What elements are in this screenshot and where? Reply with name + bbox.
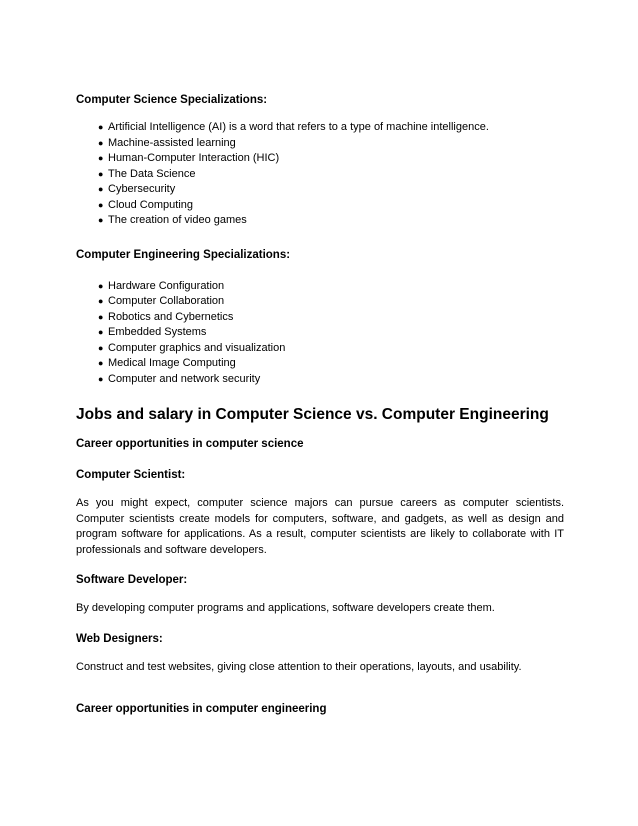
bullet-icon: ● [98, 358, 104, 368]
software-developer-paragraph: By developing computer programs and applications, software developers create them. [76, 602, 495, 614]
list-item: ● Artificial Intelligence (AI) is a word that refers to a type of machine intelligence. [98, 120, 564, 136]
computer-scientist-paragraph: As you might expect, computer science majors can pursue careers as computer scientists. Computer scientists create models for computers, software, and gadgets, as well as design and program software for applications. As a result, computer scientists are likely to collaborate with IT professionals and software developers. [76, 497, 564, 556]
document-content [76, 93, 564, 717]
list-item: ● Cloud Computing [98, 198, 564, 214]
cs-careers-heading: Career opportunities in computer science [76, 438, 304, 450]
list-item: ● The creation of video games [98, 213, 564, 229]
ce-careers-heading: Career opportunities in computer engineering [76, 703, 327, 715]
bullet-icon: ● [98, 168, 104, 179]
bullet-icon: ● [98, 311, 104, 322]
bullet-icon: ● [98, 184, 104, 194]
web-designers-title: Web Designers: [76, 632, 163, 645]
bullet-icon: ● [98, 122, 104, 132]
bullet-icon: ● [98, 199, 104, 210]
list-item: ● Cybersecurity [98, 182, 564, 198]
bullet-icon: ● [98, 215, 104, 225]
list-item: ● Human-Computer Interaction (HIC) [98, 151, 564, 167]
list-item: ● Hardware Configuration [98, 279, 564, 295]
software-developer-title: Software Developer: [76, 574, 188, 586]
bullet-icon: ● [98, 342, 104, 353]
list-item: ● Machine-assisted learning [98, 136, 564, 152]
ce-specializations-heading: Computer Engineering Specializations: [76, 248, 291, 261]
bullet-icon: ● [98, 137, 104, 148]
bullet-icon: ● [98, 373, 104, 384]
list-item: ● Robotics and Cybernetics [98, 310, 564, 326]
ce-specializations-list [76, 279, 564, 388]
list-item: ● Computer graphics and visualization [98, 341, 564, 357]
cs-specializations-list [76, 120, 564, 229]
list-item: ● Computer Collaboration [98, 294, 564, 310]
cs-specializations-heading: Computer Science Specializations: [76, 94, 268, 106]
computer-scientist-title: Computer Scientist: [76, 469, 186, 481]
bullet-icon: ● [98, 280, 104, 291]
list-item: ● Computer and network security [98, 372, 564, 388]
list-item: ● Embedded Systems [98, 325, 564, 341]
bullet-icon: ● [98, 327, 104, 337]
list-item: ● Medical Image Computing [98, 356, 564, 372]
jobs-salary-heading: Jobs and salary in Computer Science vs. Computer Engineering [76, 406, 549, 423]
web-designers-paragraph: Construct and test websites, giving close attention to their operations, layouts, and usability. [76, 660, 522, 673]
bullet-icon: ● [98, 153, 104, 163]
bullet-icon: ● [98, 296, 104, 306]
list-item: ● The Data Science [98, 167, 564, 183]
